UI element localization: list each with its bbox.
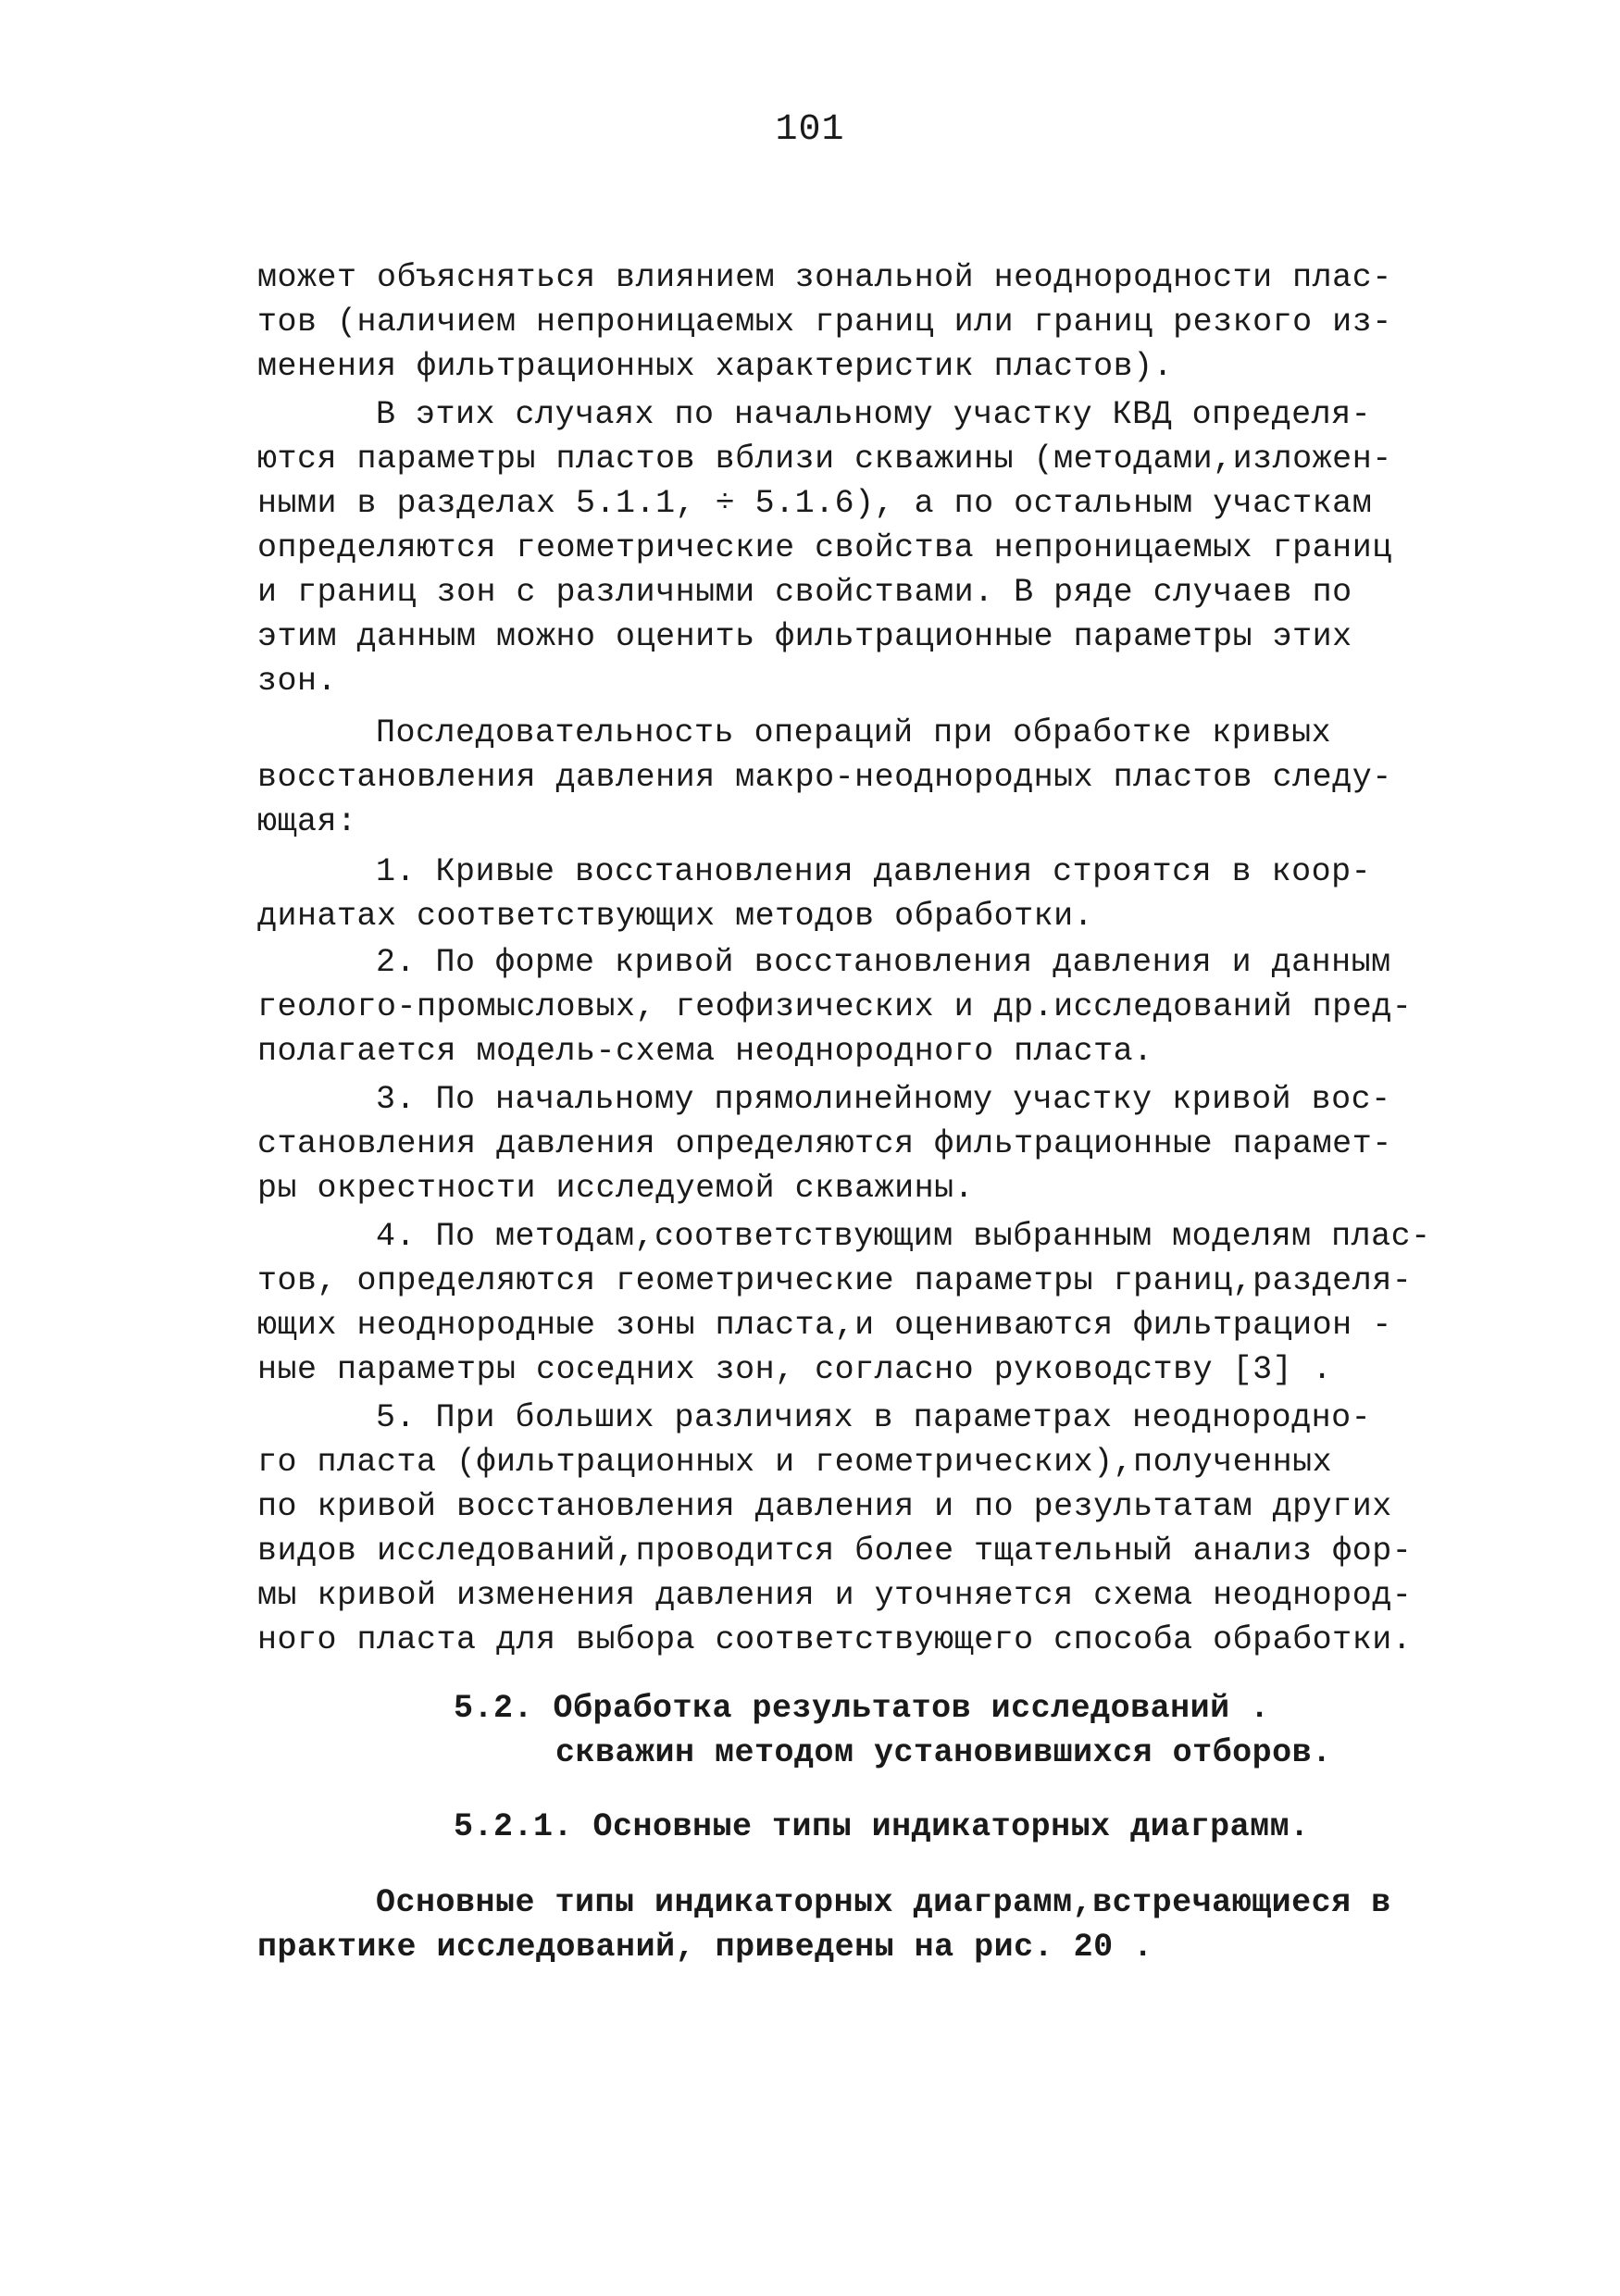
paragraph-first-line: Основные типы индикаторных диаграмм,встречающиеся в: [376, 1884, 1391, 1921]
list-item-5: 5. При больших различиях в параметрах неоднородно-: [376, 1399, 1372, 1436]
text-line: ного пласта для выбора соответствующего способа обработки.: [257, 1621, 1413, 1658]
text-line: может объясняться влиянием зональной неоднородности плас-: [257, 259, 1392, 296]
text-line: го пласта (фильтрационных и геометрических),полученных: [257, 1444, 1333, 1481]
text-line: этим данным можно оценить фильтрационные параметры этих: [257, 618, 1352, 655]
text-line: тов (наличием непроницаемых границ или границ резкого из-: [257, 304, 1392, 341]
text-line: становления давления определяются фильтрационные парамет-: [257, 1125, 1392, 1162]
text-line: мы кривой изменения давления и уточняется схема неоднород-: [257, 1577, 1413, 1614]
paragraph-first-line: В этих случаях по начальному участку КВД определя-: [376, 396, 1372, 433]
section-heading-line-2: скважин методом установившихся отборов.: [555, 1734, 1332, 1771]
text-line: менения фильтрационных характеристик пластов).: [257, 348, 1174, 385]
text-line: полагается модель-схема неоднородного пласта.: [257, 1033, 1153, 1070]
text-line: и границ зон с различными свойствами. В ряде случаев по: [257, 574, 1352, 611]
list-item-1: 1. Кривые восстановления давления строятся в коор-: [376, 853, 1372, 890]
paragraph-first-line: Последовательность операций при обработке кривых: [376, 714, 1332, 751]
text-line: определяются геометрические свойства непроницаемых границ: [257, 529, 1392, 566]
text-line: ные параметры соседних зон, согласно руководству [3] .: [257, 1351, 1333, 1388]
list-item-3: 3. По начальному прямолинейному участку кривой вос-: [376, 1081, 1391, 1118]
text-line: по кривой восстановления давления и по результатам других: [257, 1488, 1392, 1525]
list-item-4: 4. По методам,соответствующим выбранным моделям плас-: [376, 1218, 1431, 1255]
text-line: тов, определяются геометрические параметры границ,разделя-: [257, 1262, 1413, 1299]
text-line: практике исследований, приведены на рис. 20 .: [257, 1929, 1153, 1966]
list-item-2: 2. По форме кривой восстановления давления и данным: [376, 944, 1391, 981]
text-line: видов исследований,проводится более тщательный анализ фор-: [257, 1533, 1413, 1570]
text-line: ными в разделах 5.1.1, ÷ 5.1.6), а по остальным участкам: [257, 485, 1373, 522]
text-line: ры окрестности исследуемой скважины.: [257, 1170, 975, 1207]
text-line: зон.: [257, 663, 338, 700]
text-line: ющая:: [257, 803, 357, 840]
text-line: восстановления давления макро-неоднородных пластов следу-: [257, 759, 1392, 796]
subsection-heading: 5.2.1. Основные типы индикаторных диаграмм.: [454, 1808, 1310, 1845]
text-line: геолого-промысловых, геофизических и др.исследований пред-: [257, 988, 1413, 1025]
text-line: ющих неоднородные зоны пласта,и оцениваются фильтрацион -: [257, 1307, 1392, 1344]
page-number: 101: [775, 109, 845, 151]
text-line: ются параметры пластов вблизи скважины (методами,изложен-: [257, 441, 1392, 478]
text-line: динатах соответствующих методов обработки.: [257, 898, 1094, 935]
section-heading-line-1: 5.2. Обработка результатов исследований .: [454, 1690, 1270, 1727]
